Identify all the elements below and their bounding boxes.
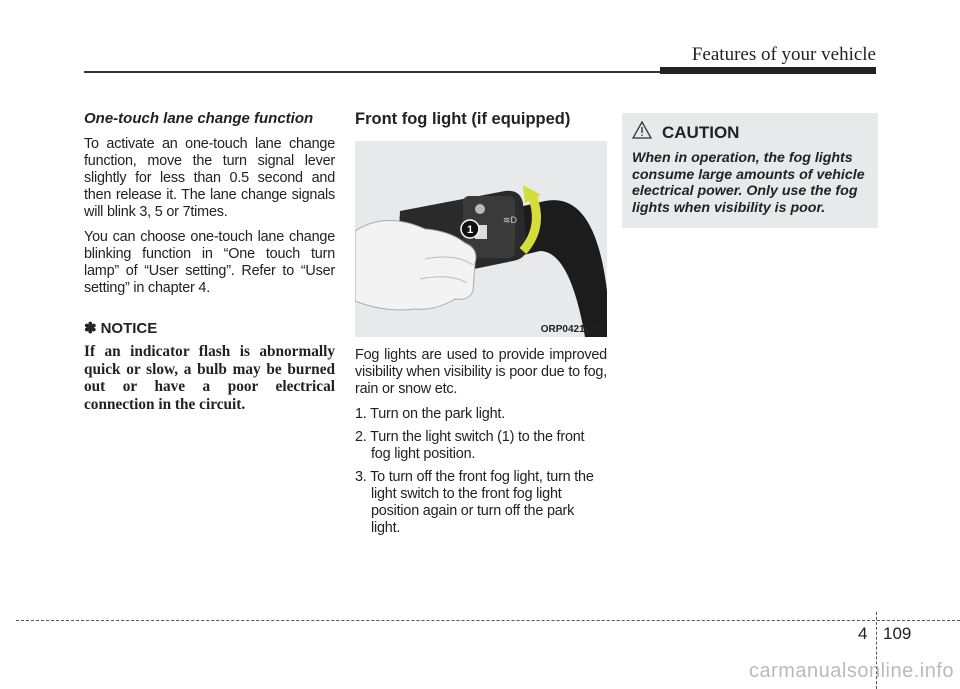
notice-text: If an indicator flash is abnormally quick or slow, a bulb may be burned out or have a poor electrical connection in the circuit. bbox=[84, 343, 335, 413]
warning-triangle-icon bbox=[632, 121, 652, 144]
middle-column bbox=[355, 110, 607, 543]
figure-code: ORP042122C bbox=[540, 324, 603, 335]
caution-heading bbox=[632, 121, 870, 144]
fog-light-steps bbox=[355, 406, 607, 537]
notice-heading bbox=[84, 319, 335, 337]
step-item: 2. Turn the light switch (1) to the front fog light position. bbox=[355, 429, 585, 462]
right-column bbox=[622, 113, 878, 228]
svg-text:≋D: ≋D bbox=[503, 215, 518, 225]
notice-symbol-icon: ✽ bbox=[84, 320, 97, 337]
watermark: carmanualsonline.info bbox=[748, 660, 954, 682]
header-rule-accent bbox=[660, 67, 876, 74]
caution-text: When in operation, the fog lights consume large amounts of vehicle electrical power. Only use the fog lights when visibility is poor. bbox=[632, 150, 865, 216]
lane-change-paragraph-2: You can choose one-touch lane change blinking function in “One touch turn lamp” of “User setting”. Refer to “User setting” in chapter 4. bbox=[84, 229, 335, 296]
caution-box bbox=[622, 113, 878, 228]
left-column bbox=[84, 110, 335, 413]
running-header: Features of your vehicle bbox=[691, 44, 876, 65]
header-rule bbox=[84, 71, 660, 73]
chapter-number: 4 bbox=[858, 624, 868, 643]
fog-light-switch-figure bbox=[355, 141, 607, 337]
caution-title: CAUTION bbox=[662, 122, 740, 142]
footer-rule bbox=[16, 620, 960, 621]
notice-title: NOTICE bbox=[100, 319, 158, 337]
lever-illustration bbox=[355, 141, 607, 337]
fog-light-heading: Front fog light (if equipped) bbox=[355, 110, 571, 128]
lane-change-paragraph-1: To activate an one-touch lane change function, move the turn signal lever slightly for less than 0.5 second and then release it. The lane change signals will blink 3, 5 or 7times. bbox=[84, 136, 335, 220]
callout-label: 1 bbox=[466, 224, 474, 236]
step-item: 1. Turn on the park light. bbox=[355, 406, 505, 422]
fog-light-intro: Fog lights are used to provide improved visibility when visibility is poor due to fog, rain or snow etc. bbox=[355, 347, 607, 397]
lane-change-subheading: One-touch lane change function bbox=[84, 110, 314, 127]
page-number: 109 bbox=[883, 624, 912, 643]
step-item: 3. To turn off the front fog light, turn the light switch to the front fog light position again or turn off the park light. bbox=[355, 469, 594, 536]
